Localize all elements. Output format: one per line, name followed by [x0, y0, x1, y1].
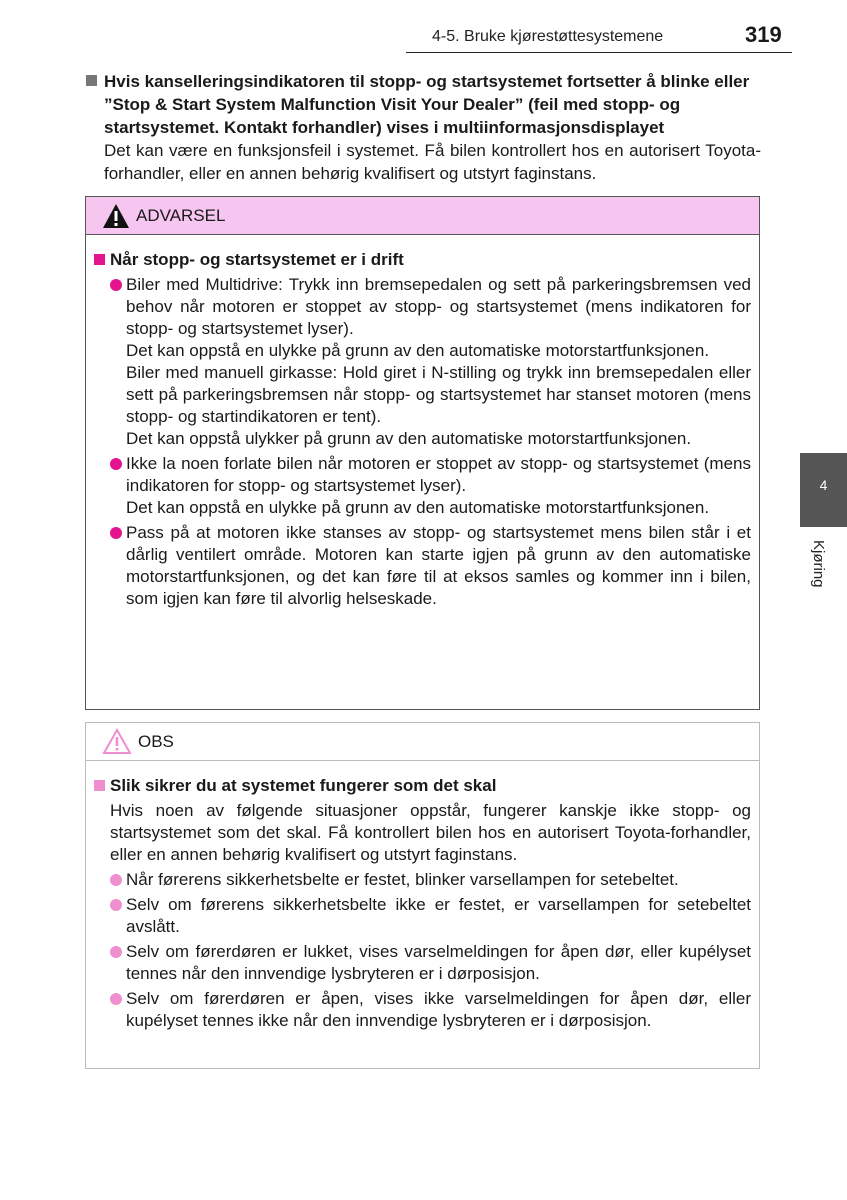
item-text: Biler med Multidrive: Trykk inn bremsepedalen og sett på parkeringsbremsen ved behov når motoren er stoppet av stopp- og startsystemet (mens indikatoren for stopp- og startsystemet lyser). [126, 275, 751, 338]
warning-label: ADVARSEL [136, 205, 226, 225]
notice-header [86, 723, 759, 761]
section-title-text: Hvis kanselleringsindikatoren til stopp- og startsystemet fortsetter å blinke eller ”Stop & Start System Malfunction Visit Your Dealer” (feil med stopp- og startsystemet. Kontakt forhandler) vises i multiinformasjonsdisplayet [104, 72, 750, 137]
list-item [94, 522, 751, 610]
item-text: Selv om førerdøren er lukket, vises varselmeldingen for åpen dør, eller kupélyset tennes når den innvendige lysbryteren er i dørposisjon. [126, 942, 751, 983]
pink-square-icon [94, 254, 105, 265]
warning-content [86, 235, 759, 620]
list-item [94, 941, 751, 985]
bullet-icon [110, 899, 122, 911]
notice-label: OBS [138, 731, 174, 751]
chapter-label: Kjøring [810, 540, 827, 588]
bullet-icon [110, 874, 122, 886]
bullet-icon [110, 527, 122, 539]
warning-header [86, 197, 759, 235]
list-item [94, 274, 751, 340]
bullet-icon [110, 458, 122, 470]
list-item [94, 894, 751, 938]
item-paragraph: Biler med manuell girkasse: Hold giret i N-stilling og trykk inn bremsepedalen eller sett på parkeringsbremsen når stopp- og startsystemet har stanset motoren (mens stopp- og startindikatoren er tent). [126, 363, 751, 426]
warning-title-text: Når stopp- og startsystemet er i drift [110, 250, 404, 269]
chapter-tab[interactable]: 4 [800, 453, 847, 527]
pink-square-icon [94, 780, 105, 791]
item-text: Pass på at motoren ikke stanses av stopp- og startsystemet mens bilen står i et dårlig ventilert område. Motoren kan starte igjen på grunn av den automatiske motorstartfunksjonen, og det kan føre til at eksos samles og kommer inn i bilen, som igjen kan føre til alvorlig helseskade. [126, 523, 751, 608]
notice-title [94, 775, 751, 797]
section-title [86, 70, 761, 139]
malfunction-section [86, 70, 761, 185]
notice-title-text: Slik sikrer du at systemet fungerer som det skal [110, 776, 497, 795]
notice-content [86, 761, 759, 1042]
notice-box [85, 722, 760, 1069]
page-number: 319 [745, 22, 782, 47]
list-item [94, 453, 751, 497]
bullet-icon [110, 279, 122, 291]
notice-intro: Hvis noen av følgende situasjoner oppstår, fungerer kanskje ikke stopp- og startsystemet som det skal. Få kontrollert bilen hos en autorisert Toyota-forhandler, eller en annen behørig kvalifisert og utstyrt faginstans. [110, 801, 751, 864]
warning-title [94, 249, 751, 271]
item-paragraph: Det kan oppstå en ulykke på grunn av den automatiske motorstartfunksjonen. [126, 341, 710, 360]
item-text: Når førerens sikkerhetsbelte er festet, blinker varsellampen for setebeltet. [126, 870, 679, 889]
bullet-icon [110, 946, 122, 958]
item-paragraph: Det kan oppstå ulykker på grunn av den automatiske motorstartfunksjonen. [126, 429, 692, 448]
header-rule [406, 52, 792, 53]
list-item [94, 988, 751, 1032]
item-paragraph: Det kan oppstå en ulykke på grunn av den automatiske motorstartfunksjonen. [126, 498, 710, 517]
caution-triangle-icon [102, 728, 132, 755]
section-body: Det kan være en funksjonsfeil i systemet. Få bilen kontrollert hos en autorisert Toyota-forhandler, eller en annen behørig kvalifisert og utstyrt faginstans. [104, 141, 761, 183]
warning-box [85, 196, 760, 710]
item-text: Ikke la noen forlate bilen når motoren er stoppet av stopp- og startsystemet (mens indikatoren for stopp- og startsystemet lyser). [126, 454, 751, 495]
item-text: Selv om førerdøren er åpen, vises ikke varselmeldingen for åpen dør, eller kupélyset tennes ikke når den innvendige lysbryteren er i dørposisjon. [126, 989, 751, 1030]
item-text: Selv om førerens sikkerhetsbelte ikke er festet, er varsellampen for setebeltet avslått. [126, 895, 751, 936]
bullet-icon [110, 993, 122, 1005]
chapter-header: 4-5. Bruke kjørestøttesystemene [432, 28, 664, 45]
warning-triangle-icon [102, 203, 130, 229]
gray-square-icon [86, 75, 97, 86]
list-item [94, 869, 751, 891]
